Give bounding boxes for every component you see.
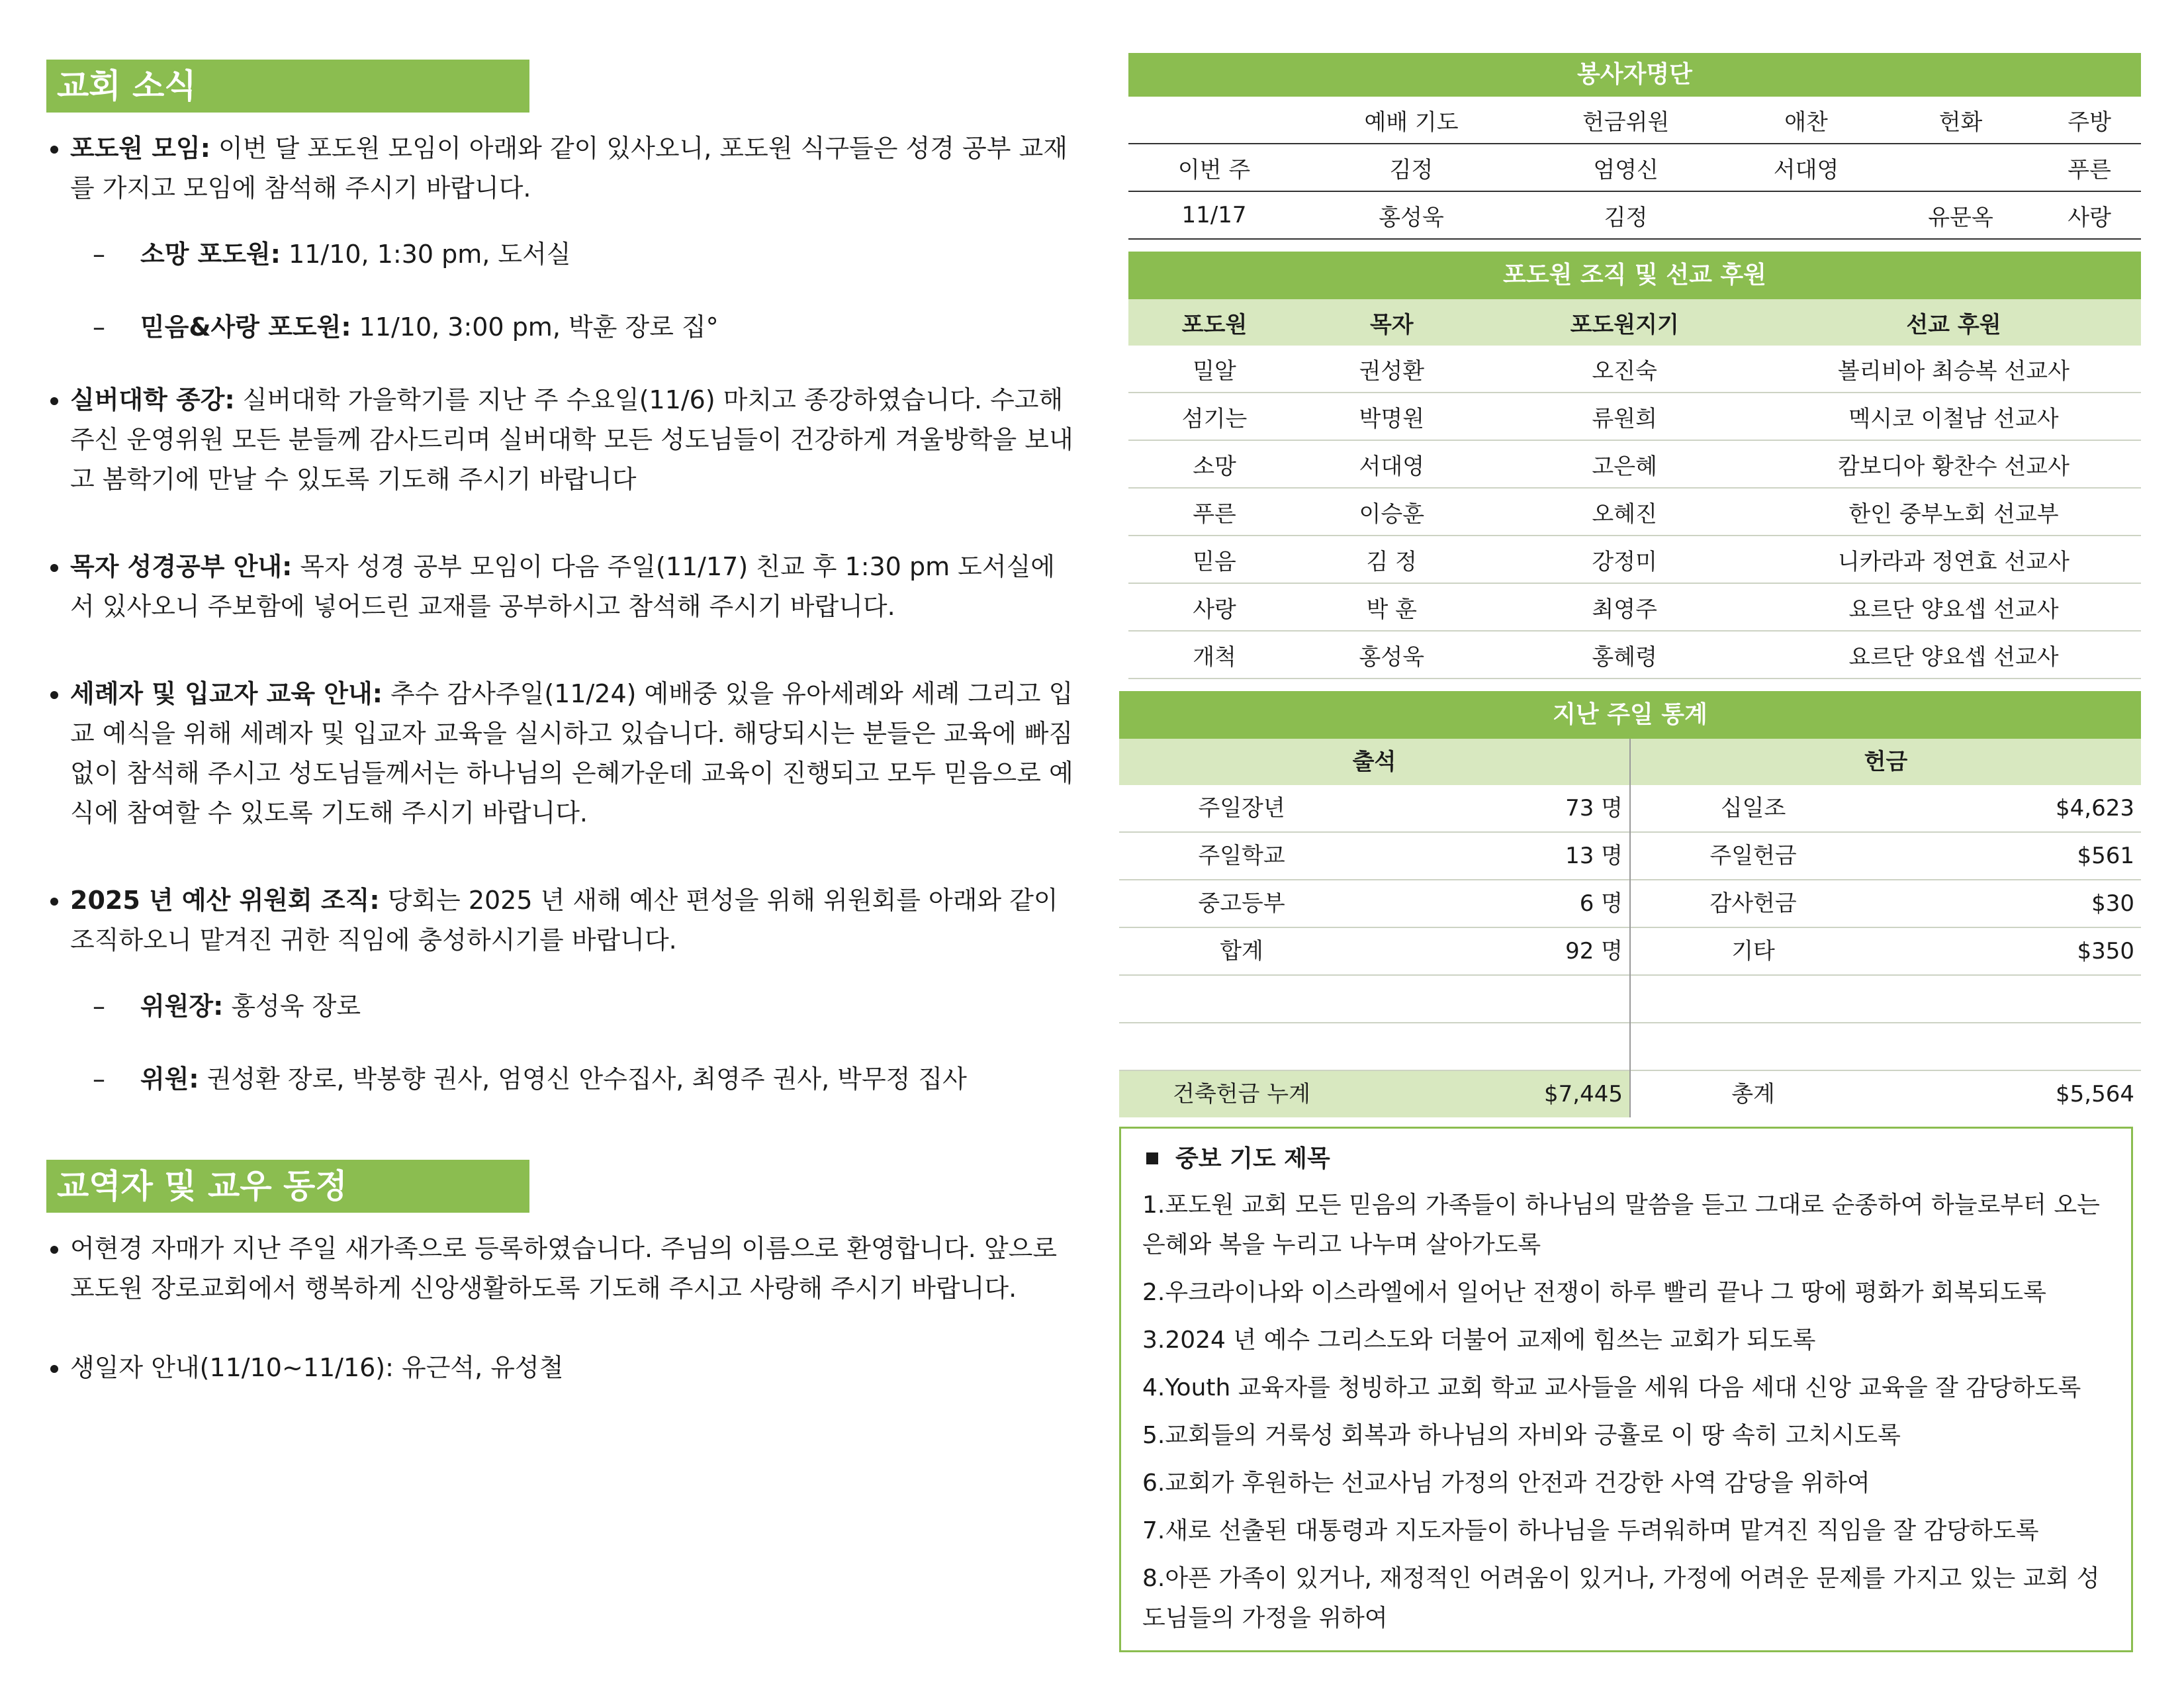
stats-block xyxy=(1119,739,2141,1117)
prayer-item: 4.Youth 교육자를 청빙하고 교회 학교 교사들을 세워 다음 세대 신앙 교육을 잘 감당하도록 xyxy=(1142,1374,2081,1401)
sub-item-chair: – 위원장: 홍성욱 장로 xyxy=(46,986,1079,1026)
news-heading: 교회 소식 xyxy=(46,60,529,113)
groups-heading: 포도원 조직 및 선교 후원 xyxy=(1128,252,2141,299)
service-table xyxy=(1128,97,2141,240)
stats-heading: 지난 주일 통계 xyxy=(1119,691,2141,739)
sub-item-faith-love: – 믿음&사랑 포도원: 11/10, 3:00 pm, 박훈 장로 집° xyxy=(46,307,1079,347)
offering-column xyxy=(1631,785,2141,1117)
attendance-header: 출석 xyxy=(1119,739,1631,785)
stats-row: 주일학교 13 명 xyxy=(1119,833,1629,880)
stats-row: 기타 $350 xyxy=(1631,928,2141,976)
stats-row: 합계 92 명 xyxy=(1119,928,1629,976)
news-item-budget-committee: 2025 년 예산 위원회 조직: 당회는 2025 년 새해 예산 편성을 위해 위원회를 아래와 같이 조직하오니 맡겨진 귀한 직임에 충성하시기를 바랍니다. xyxy=(46,880,1079,960)
table-header-row: 예배 기도 헌금위원 애찬 헌화 주방 xyxy=(1128,97,2141,144)
prayer-item: 1.포도원 교회 모든 믿음의 가족들이 하나님의 말씀을 듣고 그대로 순종하여 하늘로부터 오는 은혜와 복을 누리고 나누며 살아가도록 xyxy=(1142,1192,2100,1258)
stats-row xyxy=(1119,976,1629,1023)
staff-item-birthdays: 생일자 안내(11/10~11/16): 유근석, 유성철 xyxy=(46,1348,1079,1387)
groups-table xyxy=(1128,299,2141,679)
news-item-shepherd-study: 목자 성경공부 안내: 목자 성경 공부 모임이 다음 주일(11/17) 친교 후 1:30 pm 도서실에서 있사오니 주보함에 넣어드린 교재를 공부하시고 참석해 주시기 바랍니다. xyxy=(46,547,1079,626)
table-header-row: 포도원 목자 포도원지기 선교 후원 xyxy=(1128,299,2141,346)
table-row: 11/17 홍성욱 김정 유문옥 사랑 xyxy=(1128,191,2141,239)
prayer-item: 2.우크라이나와 이스라엘에서 일어난 전쟁이 하루 빨리 끝나 그 땅에 평화가 회복되도록 xyxy=(1142,1279,2046,1306)
right-column xyxy=(1128,53,2141,1652)
table-row: 사랑 박 훈 최영주 요르단 양요셉 선교사 xyxy=(1128,583,2141,631)
staff-heading: 교역자 및 교우 동정 xyxy=(46,1160,529,1213)
stats-row: 십일조 $4,623 xyxy=(1631,785,2141,833)
stats-header-row xyxy=(1119,739,2141,785)
table-row: 이번 주 김정 엄영신 서대영 푸른 xyxy=(1128,144,2141,191)
attendance-column xyxy=(1119,785,1631,1117)
stats-row: 감사헌금 $30 xyxy=(1631,880,2141,928)
table-row: 믿음 김 정 강정미 니카라과 정연효 선교사 xyxy=(1128,536,2141,583)
table-row: 푸른 이승훈 오혜진 한인 중부노회 선교부 xyxy=(1128,488,2141,536)
stats-row: 주일헌금 $561 xyxy=(1631,833,2141,880)
news-item-vineyard: 포도원 모임: 이번 달 포도원 모임이 아래와 같이 있사오니, 포도원 식구들은 성경 공부 교재를 가지고 모임에 참석해 주시기 바랍니다. xyxy=(46,128,1079,208)
prayer-item: 6.교회가 후원하는 선교사님 가정의 안전과 건강한 사역 감당을 위하여 xyxy=(1142,1470,1870,1497)
news-item-silver-college: 실버대학 종강: 실버대학 가을학기를 지난 주 수요일(11/6) 마치고 종강하였습니다. 수고해주신 운영위원 모든 분들께 감사드리며 실버대학 모든 성도님들이 건강하게 겨울방학을 보내고 봄학기에 만날 수 있도록 기도해 주시기 바랍니다 xyxy=(46,380,1079,499)
table-row: 개척 홍성욱 홍혜령 요르단 양요셉 선교사 xyxy=(1128,631,2141,679)
table-row: 섬기는 박명원 류원희 멕시코 이철남 선교사 xyxy=(1128,393,2141,440)
offering-header: 헌금 xyxy=(1864,749,1908,775)
sub-item-hope: – 소망 포도원: 11/10, 1:30 pm, 도서실 xyxy=(46,234,1079,274)
stats-row: 중고등부 6 명 xyxy=(1119,880,1629,928)
left-column xyxy=(46,60,1079,1387)
stats-body xyxy=(1119,785,2141,1117)
prayer-box xyxy=(1119,1127,2133,1652)
building-fund-row: 건축헌금 누계 $7,445 xyxy=(1119,1071,1629,1117)
stats-row xyxy=(1631,1023,2141,1071)
prayer-item: 5.교회들의 거룩성 회복과 하나님의 자비와 긍휼로 이 땅 속히 고치시도록 xyxy=(1142,1422,1901,1449)
stats-row: 주일장년 73 명 xyxy=(1119,785,1629,833)
square-bullet-icon xyxy=(1146,1152,1158,1164)
table-row: 밀알 권성환 오진숙 볼리비아 최승복 선교사 xyxy=(1128,346,2141,393)
prayer-item: 7.새로 선출된 대통령과 지도자들이 하나님을 두려워하며 맡겨진 직임을 잘 감당하도록 xyxy=(1142,1517,2039,1544)
service-heading: 봉사자명단 xyxy=(1128,53,2141,97)
prayer-item: 8.아픈 가족이 있거나, 재정적인 어려움이 있거나, 가정에 어려운 문제를 가지고 있는 교회 성도님들의 가정을 위하여 xyxy=(1142,1565,2100,1632)
stats-row xyxy=(1119,1023,1629,1071)
prayer-title: 중보 기도 제목 xyxy=(1142,1141,2111,1178)
staff-item-newcomer: 어현경 자매가 지난 주일 새가족으로 등록하였습니다. 주님의 이름으로 환영합니다. 앞으로 포도원 장로교회에서 행복하게 신앙생활하도록 기도해 주시고 사랑해 주시기 바랍니다. xyxy=(46,1229,1079,1308)
sub-item-members: – 위원: 권성환 장로, 박봉향 권사, 엄영신 안수집사, 최영주 권사, 박무정 집사 xyxy=(46,1059,1079,1099)
total-row: 총계 $5,564 xyxy=(1731,1081,2134,1107)
stats-row xyxy=(1631,976,2141,1023)
news-item-baptism: 세례자 및 입교자 교육 안내: 추수 감사주일(11/24) 예배중 있을 유아세례와 세례 그리고 입교 예식을 위해 세례자 및 입교자 교육을 실시하고 있습니다. 해당되시는 분들은 교육에 빠짐없이 참석해 주시고 성도님들께서는 하나님의 은혜가운데 교육이 진행되고 모두 믿음으로 예식에 참여할 수 있도록 기도해 주시기 바랍니다. xyxy=(46,674,1079,833)
prayer-item: 3.2024 년 예수 그리스도와 더불어 교제에 힘쓰는 교회가 되도록 xyxy=(1142,1327,1816,1354)
table-row: 소망 서대영 고은혜 캄보디아 황찬수 선교사 xyxy=(1128,440,2141,488)
